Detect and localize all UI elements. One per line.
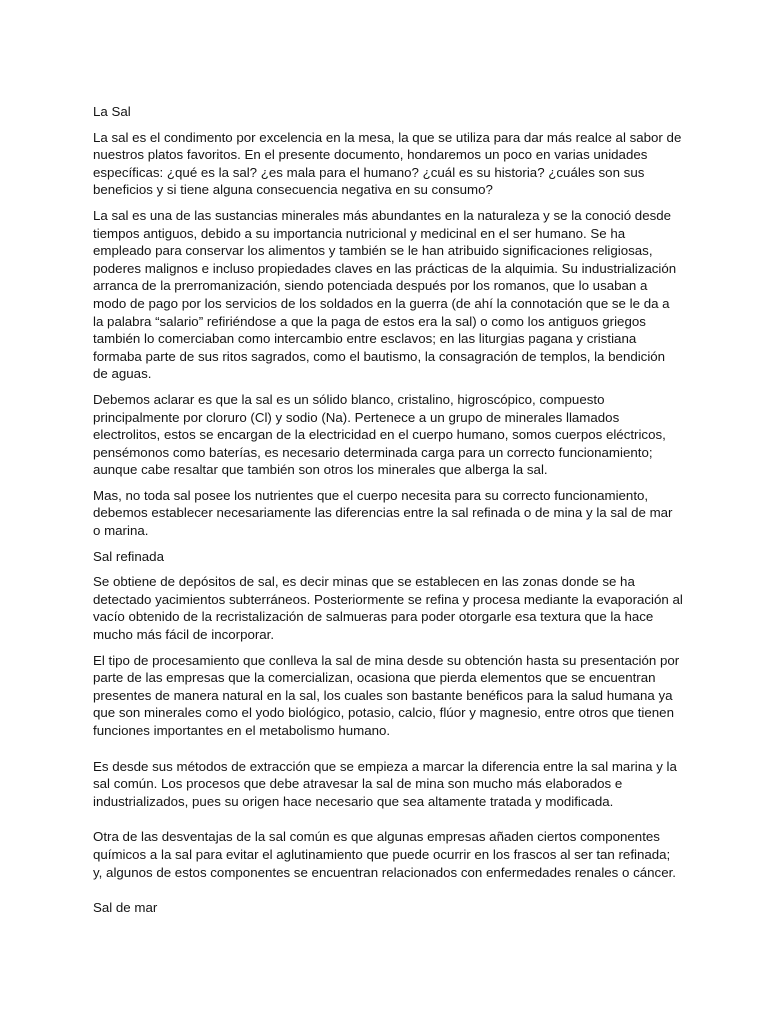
paragraph-refinada-processing: El tipo de procesamiento que conlleva la sal de mina desde su obtención hasta su presentación por parte de las empresas que la comercializan, ocasiona que pierda elementos que se encuentran presentes de manera natural en la sal, los cuales son bastante benéficos para la salud humana ya que son minerales como el yodo biológico, potasio, calcio, flúor y magnesio, entre otros que tienen funciones importantes en el metabolismo humano. — [93, 652, 680, 738]
paragraph-refinada-extraction: Es desde sus métodos de extracción que se empieza a marcar la diferencia entre la sal marina y la sal común. Los procesos que debe atravesar la sal de mina son mucho más elaborados e industrializados, pues su origen hace necesario que sea altamente tratada y modificada. — [93, 758, 677, 809]
paragraph-intro: La sal es el condimento por excelencia en la mesa, la que se utiliza para dar más realce al sabor de nuestros platos favoritos. En el presente documento, hondaremos un poco en varias unidades específicas: ¿qué es la sal? ¿es mala para el humano? ¿cuál es su historia? ¿cuáles son sus beneficios y si tiene alguna consecuencia negativa en su consumo? — [93, 129, 682, 198]
document-page — [93, 103, 683, 925]
section-heading-sal-de-mar: Sal de mar — [93, 900, 158, 916]
paragraph-refinada-origin: Se obtiene de depósitos de sal, es decir minas que se establecen en las zonas donde se ha detectado yacimientos subterráneos. Posteriormente se refina y procesa mediante la evaporación al vacío obtenido de la recristalización de salmueras para poder otorgarle esa textura que la hace mucho más fácil de incorporar. — [93, 574, 683, 643]
paragraph-composition: Debemos aclarar es que la sal es un sólido blanco, cristalino, higroscópico, compuesto principalmente por cloruro (Cl) y sodio (Na). Pertenece a un grupo de minerales llamados electrolitos, estos se encargan de la electricidad en el cuerpo humano, somos cuerpos eléctricos, pensémonos como baterías, es necesario determinada carga para un correcto funcionamiento; aunque cabe resaltar que también son otros los minerales que alberga la sal. — [93, 391, 666, 478]
paragraph-refinada-disadvantages: Otra de las desventajas de la sal común es que algunas empresas añaden ciertos componentes químicos a la sal para evitar el aglutinamiento que puede ocurrir en los frascos al ser tan refinada; y, algunos de estos componentes se encuentran relacionados con enfermedades renales o cáncer. — [93, 829, 676, 880]
section-heading-sal-refinada: Sal refinada — [93, 548, 164, 564]
paragraph-differences: Mas, no toda sal posee los nutrientes que el cuerpo necesita para su correcto funcionamiento, debemos establecer necesariamente las diferencias entre la sal refinada o de mina y la sal de mar o marina. — [93, 487, 673, 539]
document-title: La Sal — [93, 104, 131, 119]
paragraph-history: La sal es una de las sustancias minerales más abundantes en la naturaleza y se la conoció desde tiempos antiguos, debido a su importancia nutricional y medicinal en el ser humano. Se ha empleado para conservar los alimentos y también se le han atribuido significaciones religiosas, poderes malignos e incluso propiedades claves en las prácticas de la alquimia. Su industrialización arranca de la prerromanización, siendo potenciada después por los romanos, que lo usaban a modo de pago por los servicios de los soldados en la guerra (de ahí la connotación que se le da a la palabra “salario” refiriéndose a que la paga de estos era la sal) o como los antiguos griegos también lo comerciaban como intercambio entre esclavos; en las liturgias pagana y cristiana formaba parte de sus ritos sagrados, como el bautismo, la consagración de templos, la bendición de aguas. — [93, 207, 677, 382]
